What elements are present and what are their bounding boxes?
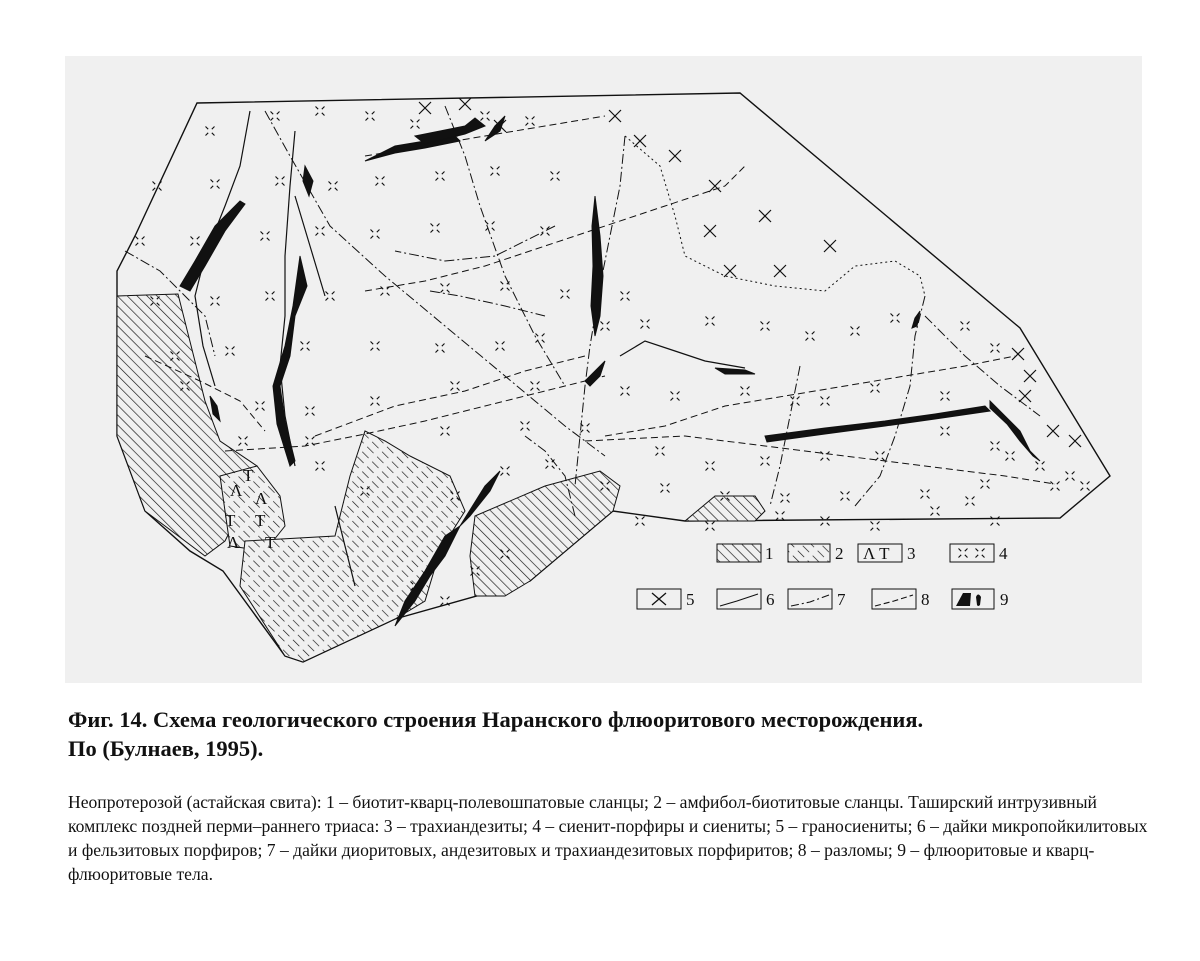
svg-text:Λ: Λ <box>227 533 240 552</box>
fault-dashed-line-icon <box>872 589 916 609</box>
legend-item-7 <box>788 589 846 609</box>
hatch-fine-icon <box>717 544 761 562</box>
svg-text:Λ: Λ <box>230 481 243 500</box>
legend-item-8 <box>872 589 930 609</box>
svg-text:1: 1 <box>765 544 774 563</box>
dike-dashdot-line-icon <box>788 589 832 609</box>
geologic-map-figure <box>65 56 1142 683</box>
svg-text:4: 4 <box>999 544 1008 563</box>
svg-text:Λ T: Λ T <box>863 544 890 563</box>
syenite-cross-icon <box>636 517 645 526</box>
figure-source: По (Булнаев, 1995). <box>68 736 264 761</box>
syenite-cross-icon <box>950 544 994 562</box>
svg-text:T: T <box>225 511 236 530</box>
svg-text:Λ: Λ <box>255 489 268 508</box>
legend-item-4 <box>950 544 1008 563</box>
figure-title: Фиг. 14. Схема геологического строения Наранского флюоритового месторождения. <box>68 707 924 732</box>
map-legend <box>637 544 1009 609</box>
svg-text:5: 5 <box>686 590 695 609</box>
svg-text:9: 9 <box>1000 590 1009 609</box>
svg-text:6: 6 <box>766 590 775 609</box>
dike-solid-line-icon <box>717 589 761 609</box>
legend-item-5 <box>637 589 695 609</box>
svg-text:8: 8 <box>921 590 930 609</box>
legend-item-3 <box>858 544 916 563</box>
svg-text:3: 3 <box>907 544 916 563</box>
svg-text:T: T <box>265 533 276 552</box>
svg-text:2: 2 <box>835 544 844 563</box>
svg-text:7: 7 <box>837 590 846 609</box>
legend-item-9 <box>952 589 1009 609</box>
hatch-dashed-icon <box>788 544 830 562</box>
figure-description: Неопротерозой (астайская свита): 1 – биотит-кварц-полевошпатовые сланцы; 2 – амфибол-биотитовые сланцы. Таширский интрузивный комплекс поздней перми–раннего триаса: 3 – трахиандезиты; 4 – сиенит-порфиры и сиениты; 5 – граносиениты; 6 – дайки микропойкилитовых и фельзитовых порфиров; 7 – дайки диоритовых, андезитовых и трахиандезитовых порфиритов; 8 – разломы; 9 – флюоритовые и кварц-флюоритовые тела. <box>68 792 1148 884</box>
figure-caption <box>68 705 1148 763</box>
syenite-cross-icon <box>871 522 880 531</box>
legend-item-2 <box>788 544 844 563</box>
syenite-cross-icon <box>706 522 715 531</box>
legend-item-1 <box>717 544 774 563</box>
svg-text:T: T <box>243 466 254 485</box>
svg-text:T: T <box>255 511 266 530</box>
legend-item-6 <box>717 589 775 609</box>
